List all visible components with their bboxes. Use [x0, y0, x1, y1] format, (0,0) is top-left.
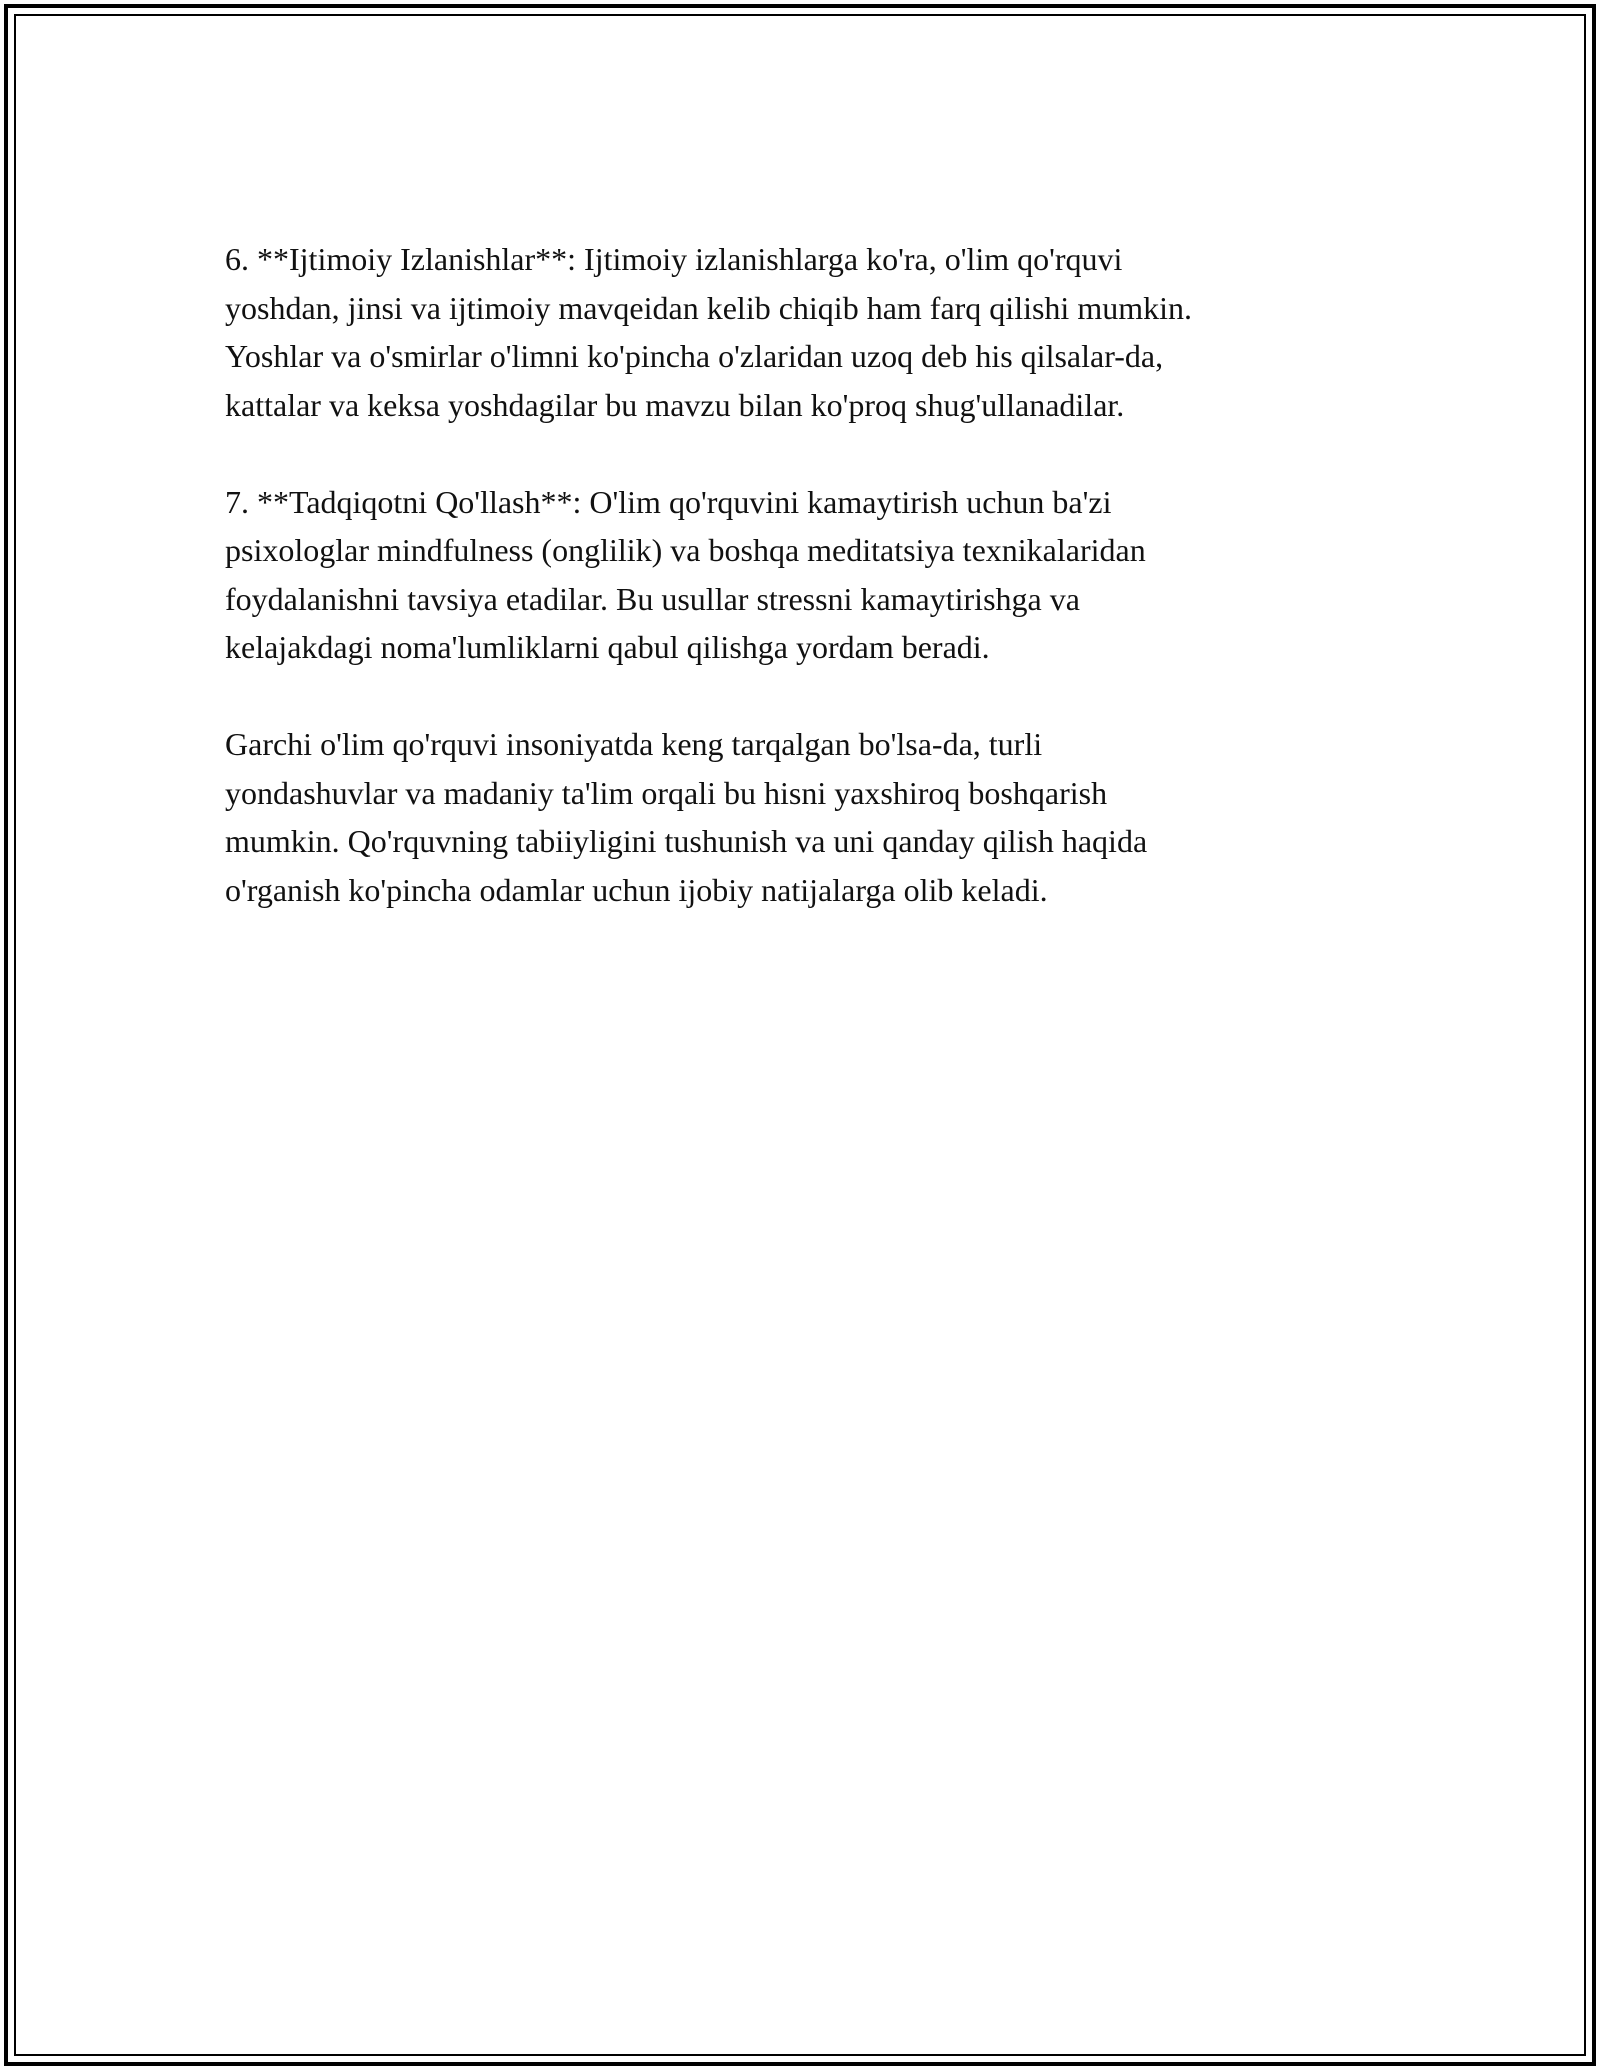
paragraph-ijtimoiy-izlanishlar: 6. **Ijtimoiy Izlanishlar**: Ijtimoiy izlanishlarga ko'ra, o'lim qo'rquvi yoshdan, jinsi va ijtimoiy mavqeidan kelib chiqib ham farq qilishi mumkin. Yoshlar va o'smirlar o'limni ko'pincha o'zlaridan uzoq deb his qilsalar-da, kattalar va keksa yoshdagilar bu mavzu bilan ko'proq shug'ullanadilar.: [225, 241, 1192, 423]
document-body: [225, 235, 1375, 914]
paragraph-conclusion: Garchi o'lim qo'rquvi insoniyatda keng tarqalgan bo'lsa-da, turli yondashuvlar va madaniy ta'lim orqali bu hisni yaxshiroq boshqarish mumkin. Qo'rquvning tabiiyligini tushunish va uni qanday qilish haqida o'rganish ko'pincha odamlar uchun ijobiy natijalarga olib keladi.: [225, 726, 1148, 908]
paragraph-tadqiqotni-qollash: 7. **Tadqiqotni Qo'llash**: O'lim qo'rquvini kamaytirish uchun ba'zi psixologlar mindfulness (onglilik) va boshqa meditatsiya texnikalaridan foydalanishni tavsiya etadilar. Bu usullar stressni kamaytirishga va kelajakdagi noma'lumliklarni qabul qilishga yordam beradi.: [225, 483, 1146, 665]
